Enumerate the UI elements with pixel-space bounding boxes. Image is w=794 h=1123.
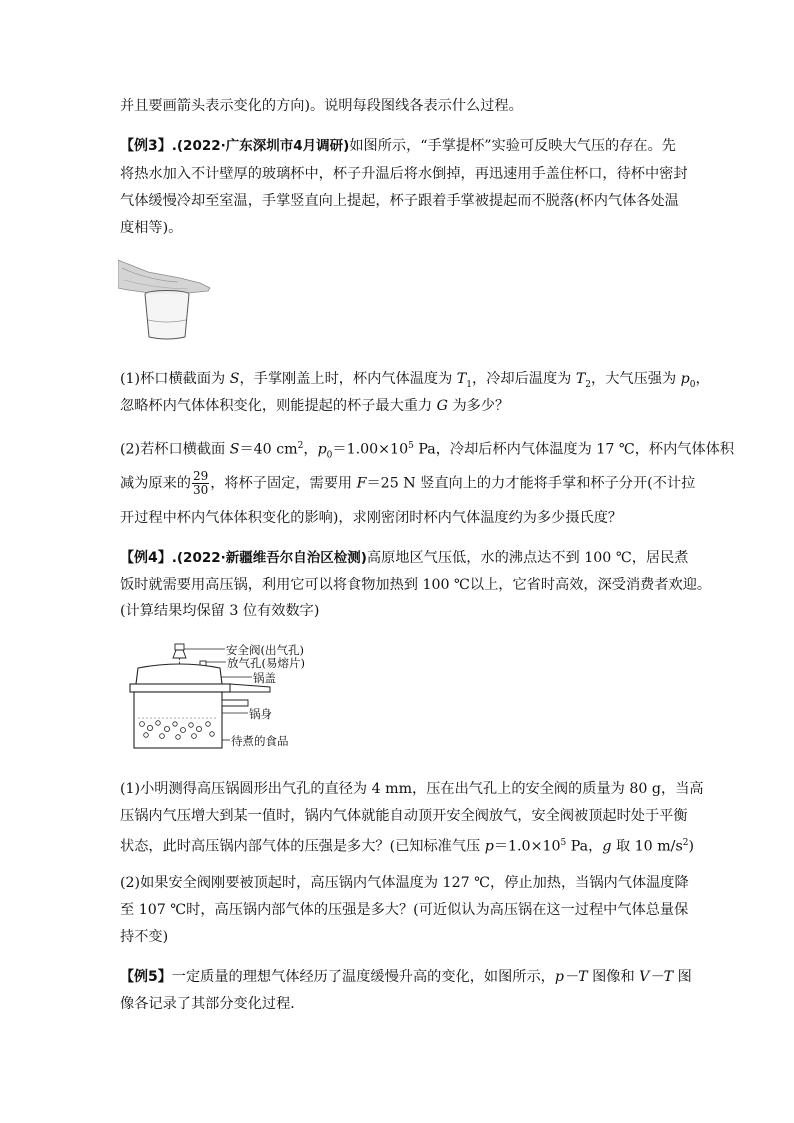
label-pot-body: 锅身 (249, 707, 272, 721)
example-3-q2-line-2: 减为原来的 $\frac{29}{30}$ ，将杯子固定，需要用 F＝25 N 竖直向上的力才能将手掌和杯子分开(不计拉 (120, 469, 696, 497)
label-lid: 锅盖 (253, 671, 276, 685)
example-4-line-1: 【例4】.(2022·新疆维吾尔自治区检测)高原地区气压低，水的沸点达不到 100 ℃，居民煮 (120, 550, 689, 566)
example-3-line-2: 将热水加入不计壁厚的玻璃杯中，杯子升温后将水倒掉，再迅速用手盖住杯口，待杯中密封 (120, 166, 688, 182)
example-5-line-1: 【例5】一定质量的理想气体经历了温度缓慢升高的变化，如图所示，p－T 图像和 V－T 图 (120, 969, 692, 985)
example-3-line-3: 气体缓慢冷却至室温，手掌竖直向上提起，杯子跟着手掌被提起而不脱落(杯内气体各处温 (120, 193, 679, 209)
example-4-q2-line-3: 持不变) (120, 929, 169, 945)
example-3-q2-line-3: 开过程中杯内气体体积变化的影响)，求刚密闭时杯内气体温度约为多少摄氏度？ (120, 510, 623, 526)
example-5-line-2: 像各记录了其部分变化过程． (120, 996, 305, 1012)
example-3-source: .(2022·广东深圳市4月调研) (171, 138, 350, 154)
fraction-29-30: $\frac{29}{30}$ (192, 469, 209, 497)
label-release-hole: 放气孔(易熔片) (227, 656, 305, 670)
example-3-tag: 【例3】 (120, 138, 172, 154)
example-4-tag: 【例4】 (120, 550, 172, 566)
example-4-line-3: (计算结果均保留 3 位有效数字) (120, 603, 320, 619)
example-4-q2-line-1: (2)如果安全阀刚要被顶起时，高压锅内气体温度为 127 ℃，停止加热，当锅内气体温度降 (120, 875, 689, 891)
example-5-tag: 【例5】 (120, 969, 172, 985)
example-3-q1-line-2: 忽略杯内气体体积变化，则能提起的杯子最大重力 G 为多少？ (120, 398, 510, 414)
example-4-q1-line-1: (1)小明测得高压锅圆形出气孔的直径为 4 mm，压在出气孔上的安全阀的质量为 80 g，当高 (120, 781, 704, 797)
example-4-line-2: 饭时就需要用高压锅，利用它可以将食物加热到 100 ℃以上，它省时高效，深受消费者欢迎。 (120, 577, 712, 593)
example-4-q1-line-3: 状态，此时高压锅内部气体的压强是多大？(已知标准气压 $p=1.0\times 10^5$ Pa，g 取 10 $m/s^2$) (120, 838, 695, 855)
example-4-source: .(2022·新疆维吾尔自治区检测) (171, 550, 367, 566)
label-safety-valve: 安全阀(出气孔) (226, 643, 304, 657)
label-food: 待煮的食品 (231, 734, 289, 748)
example-4-q2-line-2: 至 107 ℃时，高压锅内部气体的压强是多大？(可近似认为高压锅在这一过程中气体总量保 (120, 902, 689, 918)
example-3-q1-line-1: (1)杯口横截面为 S，手掌刚盖上时，杯内气体温度为 $T_1$，冷却后温度为 $T_2$，大气压强为 $p_0$， (120, 371, 710, 390)
pressure-cooker-figure (120, 640, 320, 752)
example-3-q2-line-1: (2)若杯口横截面 S＝40 $cm^2$，$p_0=1.00\times 10^5$ Pa，冷却后杯内气体温度为 17 ℃，杯内气体体积 (120, 441, 735, 461)
example-3-line-4: 度相等)。 (120, 220, 183, 236)
example-3-line-1 (120, 136, 676, 156)
example-3-text: 如图所示，“手掌提杯”实验可反映大气压的存在。先 (349, 138, 676, 154)
intro-text: 并且要画箭头表示变化的方向)。说明每段图线各表示什么过程。 (120, 98, 523, 114)
example-4-q1-line-2: 压锅内气压增大到某一值时，锅内气体就能自动顶开安全阀放气，安全阀被顶起时处于平衡 (120, 808, 688, 824)
hand-cup-figure (118, 258, 214, 342)
